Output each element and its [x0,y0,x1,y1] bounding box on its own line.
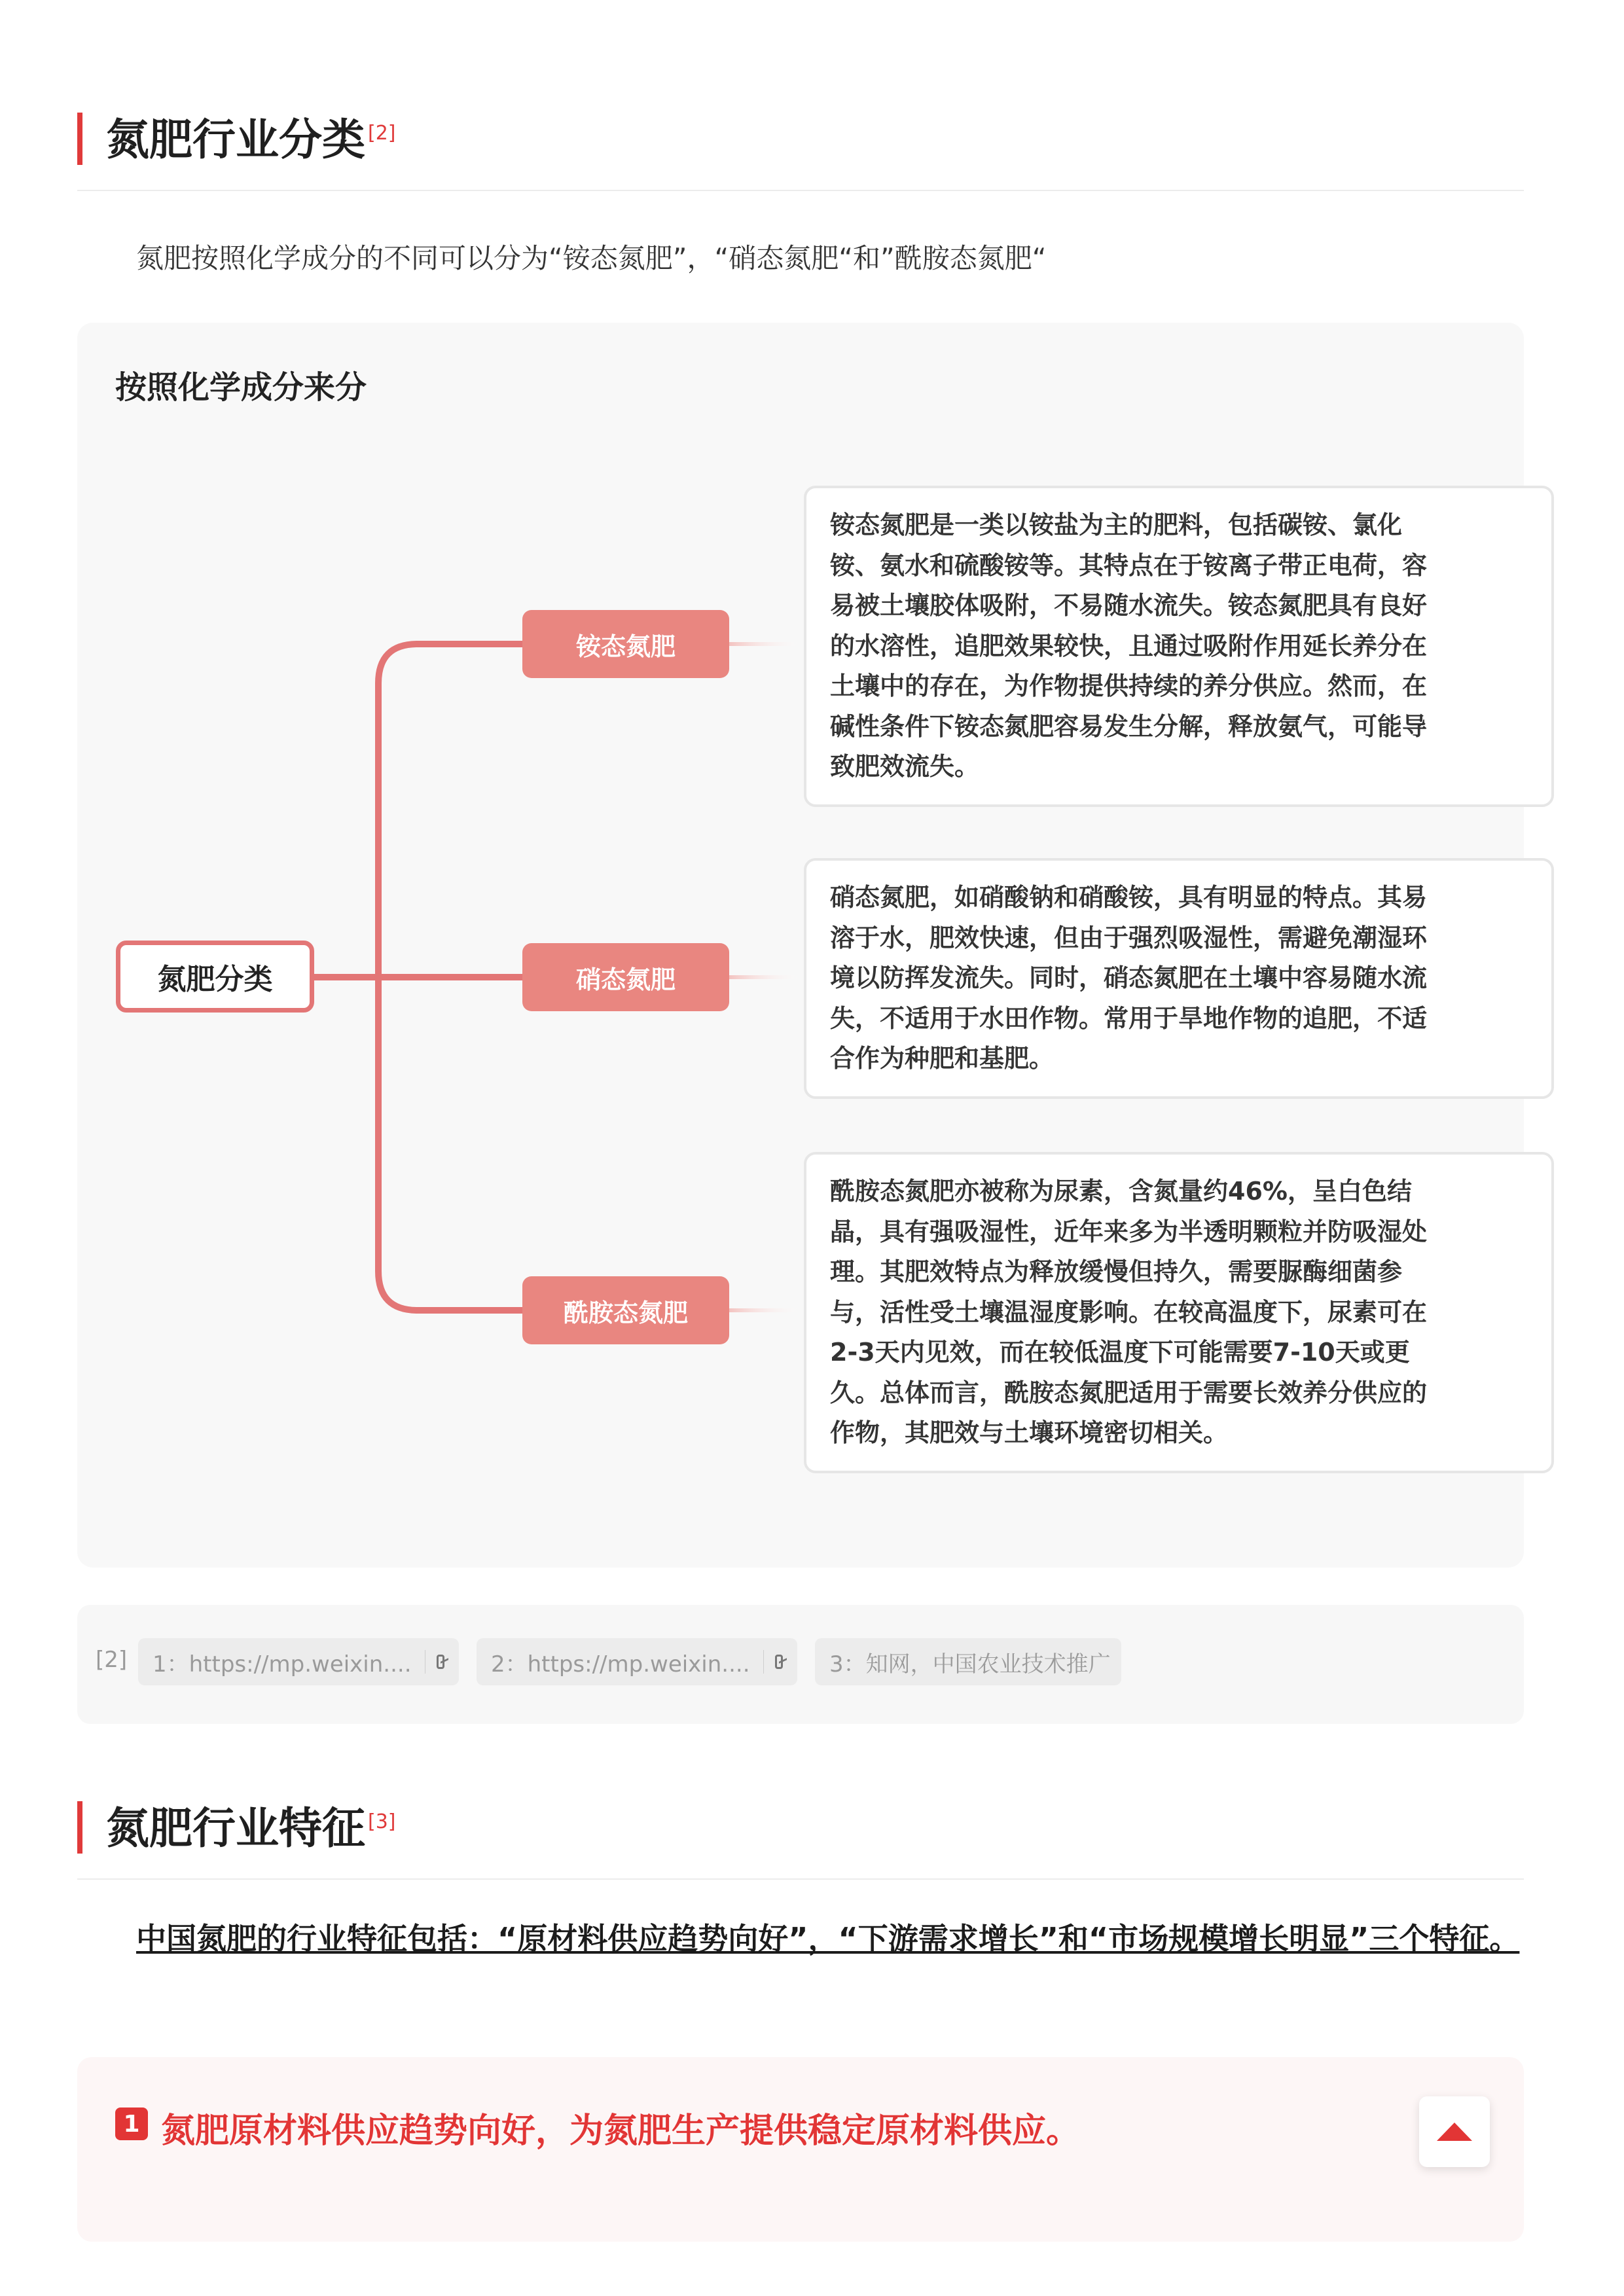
section-reference-link[interactable]: [2] [368,122,396,145]
desc-line: 土壤中的存在，为作物提供持续的养分供应。然而，在 [830,672,1428,700]
desc-line: 的水溶性，追肥效果较快，且通过吸附作用延长养分在 [830,631,1428,660]
desc-line: 境以防挥发流失。同时，硝态氮肥在土壤中容易随水流 [830,963,1428,992]
connector-fade-1 [729,642,804,646]
references-panel [77,1605,1524,1724]
desc-line: 易被土壤胶体吸附，不易随水流失。铵态氮肥具有良好 [830,591,1428,620]
desc-line: 致肥效流失。 [830,752,980,781]
desc-line: 久。总体而言，酰胺态氮肥适用于需要长效养分供应的 [830,1378,1428,1407]
section-reference-link[interactable]: [3] [368,1810,396,1833]
caret-up-icon [1437,2123,1472,2141]
desc-line: 作物，其肥效与土壤环境密切相关。 [830,1418,1229,1447]
reference-chip-1[interactable] [138,1638,459,1685]
section-divider [77,1878,1524,1880]
mindmap-root-node: 氮肥分类 [116,941,314,1013]
branch-node-nitrate: 硝态氮肥 [522,943,729,1011]
desc-box-amide [804,1152,1554,1473]
section-title-text: 氮肥行业特征 [106,1803,365,1854]
reference-chip-3[interactable] [815,1638,1121,1685]
feature-title: 氮肥原材料供应趋势向好，为氮肥生产提供稳定原材料供应。 [161,2111,1081,2151]
reference-marker: [2] [96,1647,128,1673]
reference-chip-label: 1：https://mp.weixin.... [153,1651,412,1677]
section-title-text: 氮肥行业分类 [106,115,365,165]
feature-number-badge: 1 [115,2108,148,2140]
desc-line: 失，不适用于水田作物。常用于旱地作物的追肥，不适 [830,1003,1428,1033]
desc-line: 溶于水，肥效快速，但由于强烈吸湿性，需避免潮湿环 [830,923,1428,952]
desc-line: 晶，具有强吸湿性，近年来多为半透明颗粒并防吸湿处 [830,1217,1428,1246]
desc-box-ammonium [804,486,1554,807]
desc-line: 合作为种肥和基肥。 [830,1044,1055,1073]
section-accent-bar [77,113,82,165]
branch-node-ammonium: 铵态氮肥 [522,610,729,678]
desc-line: 铵态氮肥是一类以铵盐为主的肥料，包括碳铵、氯化 [830,511,1403,539]
desc-line: 2-3天内见效，而在较低温度下可能需要7-10天或更 [830,1338,1410,1367]
chip-divider [763,1650,764,1674]
branch-node-amide: 酰胺态氮肥 [522,1276,729,1344]
desc-line: 碱性条件下铵态氮肥容易发生分解，释放氨气，可能导 [830,711,1428,741]
feature-card-1 [77,2057,1524,2242]
section-header-characteristics [77,1793,1524,1885]
desc-line: 与，活性受土壤温湿度影响。在较高温度下，尿素可在 [830,1297,1428,1327]
desc-line: 铵、氨水和硫酸铵等。其特点在于铵离子带正电荷，容 [830,550,1428,580]
desc-line: 酰胺态氮肥亦被称为尿素，含氮量约46%，呈白色结 [830,1177,1412,1206]
reference-chip-label: 2：https://mp.weixin.... [491,1651,750,1677]
section-accent-bar [77,1801,82,1854]
image-icon[interactable] [775,1655,783,1669]
connector-fade-3 [729,1308,804,1312]
connector-fade-2 [729,975,804,979]
intro-paragraph: 氮肥按照化学成分的不同可以分为“铵态氮肥”，“硝态氮肥“和”酰胺态氮肥“ [136,242,1047,274]
desc-line: 硝态氮肥，如硝酸钠和硝酸铵，具有明显的特点。其易 [830,883,1428,912]
section-header-classification [77,105,1524,196]
section-divider [77,190,1524,191]
desc-line: 理。其肥效特点为释放缓慢但持久，需要脲酶细菌参 [830,1257,1403,1286]
desc-box-nitrate [804,858,1554,1099]
reference-chip-2[interactable] [477,1638,797,1685]
mindmap-heading: 按照化学成分来分 [115,369,367,406]
characteristics-summary: 中国氮肥的行业特征包括：“原材料供应趋势向好”，“下游需求增长”和“市场规模增长明显”三个特征。 [136,1921,1520,1956]
collapse-button[interactable] [1419,2096,1490,2167]
image-icon[interactable] [437,1655,444,1669]
mindmap-panel [77,323,1524,1568]
section-title [106,1793,396,1856]
reference-chip-label: 3：知网，中国农业技术推广 [829,1651,1111,1677]
section-title [106,105,396,167]
